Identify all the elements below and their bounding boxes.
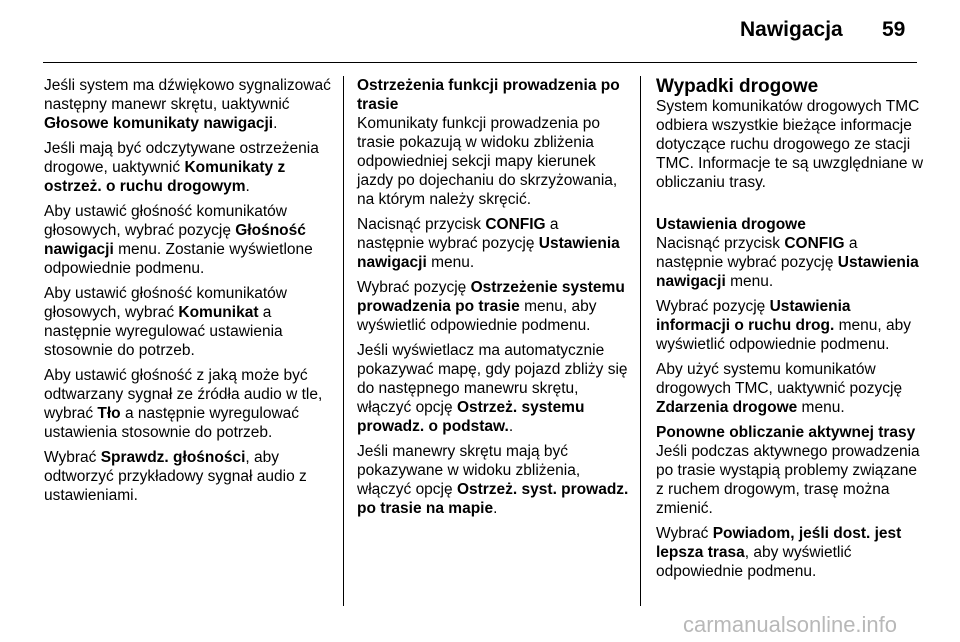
- subsection-heading: Ustawienia drogowe: [656, 216, 806, 233]
- section-heading: Ostrzeżenia funkcji prowadzenia po trasie: [357, 77, 620, 113]
- subsection-heading: Ponowne obliczanie aktywnej trasy: [656, 424, 916, 441]
- menu-option: Komunikat: [178, 304, 259, 321]
- paragraph: Jeśli mają być odczytywane ostrzeżenia drogowe, uaktywnić Komunikaty z ostrzeż. o ruchu drogowym.: [44, 140, 319, 195]
- section-heading: Wypadki drogowe: [656, 76, 819, 97]
- column-3: [656, 76, 926, 587]
- header-divider: [43, 62, 917, 63]
- paragraph: Jeśli wyświetlacz ma automatycznie pokazywać mapę, gdy pojazd zbliży się do następnego manewru skrętu, włączyć opcję Ostrzeż. systemu prowadz. o podstaw..: [357, 342, 628, 435]
- column-divider-1: [343, 76, 344, 606]
- menu-option: Ostrzeżenie systemu prowadzenia po trasie: [357, 279, 625, 315]
- menu-option: Zdarzenia drogowe: [656, 399, 798, 416]
- paragraph: Nacisnąć przycisk CONFIG a następnie wybrać pozycję Ustawienia nawigacji menu.: [656, 235, 919, 290]
- paragraph: Wybrać Powiadom, jeśli dost. jest lepsza trasa, aby wyświetlić odpowiednie podmenu.: [656, 525, 902, 580]
- paragraph: Wybrać pozycję Ustawienia informacji o ruchu drog. menu, aby wyświetlić odpowiednie podmenu.: [656, 298, 911, 353]
- menu-option: Ustawienia nawigacji: [656, 254, 919, 290]
- paragraph: Aby użyć systemu komunikatów drogowych TMC, uaktywnić pozycję Zdarzenia drogowe menu.: [656, 361, 903, 416]
- column-2: [357, 76, 629, 524]
- menu-option: Ostrzeż. syst. prowadz. po trasie na mapie: [357, 481, 629, 517]
- button-name: CONFIG: [485, 216, 546, 233]
- paragraph: Komunikaty funkcji prowadzenia po trasie pokazują w widoku zbliżenia odpowiedniej sekcji mapy kierunek jazdy po dojechaniu do skrzyżowania, na którym należy skręcić.: [357, 115, 618, 208]
- paragraph: Aby ustawić głośność z jaką może być odtwarzany sygnał ze źródła audio w tle, wybrać Tło a następnie wyregulować ustawienia stosownie do potrzeb.: [44, 367, 323, 441]
- column-divider-2: [640, 76, 641, 606]
- paragraph: Wybrać pozycję Ostrzeżenie systemu prowadzenia po trasie menu, aby wyświetlić odpowiednie podmenu.: [357, 279, 625, 334]
- menu-option: Powiadom, jeśli dost. jest lepsza trasa: [656, 525, 902, 561]
- menu-option: Sprawdz. głośności: [100, 449, 246, 466]
- menu-option: Ostrzeż. systemu prowadz. o podstaw.: [357, 399, 585, 435]
- paragraph: Aby ustawić głośność komunikatów głosowych, wybrać Komunikat a następnie wyregulować ustawienia stosownie do potrzeb.: [44, 285, 287, 359]
- menu-option: Komunikaty z ostrzeż. o ruchu drogowym: [44, 159, 286, 195]
- paragraph: Wybrać Sprawdz. głośności, aby odtworzyć przykładowy sygnał audio z ustawieniami.: [44, 449, 307, 504]
- button-name: CONFIG: [784, 235, 845, 252]
- paragraph: Nacisnąć przycisk CONFIG a następnie wybrać pozycję Ustawienia nawigacji menu.: [357, 216, 620, 271]
- menu-option: Ustawienia nawigacji: [357, 235, 620, 271]
- menu-option: Ustawienia informacji o ruchu drog.: [656, 298, 851, 334]
- watermark: carmanualsonline.info: [683, 612, 898, 637]
- paragraph: Jeśli podczas aktywnego prowadzenia po trasie wystąpią problemy związane z ruchem drogowym, trasę można zmienić.: [656, 443, 920, 517]
- menu-option: Tło: [97, 405, 121, 422]
- menu-option: Głośność nawigacji: [44, 222, 306, 258]
- paragraph: Aby ustawić głośność komunikatów głosowych, wybrać pozycję Głośność nawigacji menu. Zostanie wyświetlone odpowiednie podmenu.: [44, 203, 313, 277]
- menu-option: Głosowe komunikaty nawigacji: [44, 115, 274, 132]
- paragraph: Jeśli system ma dźwiękowo sygnalizować następny manewr skrętu, uaktywnić Głosowe komunikaty nawigacji.: [44, 77, 331, 132]
- page-number: 59: [882, 18, 906, 41]
- paragraph: Jeśli manewry skrętu mają być pokazywane w widoku zbliżenia, włączyć opcję Ostrzeż. syst. prowadz. po trasie na mapie.: [357, 443, 629, 517]
- column-1: [44, 76, 334, 511]
- page-title: Nawigacja: [740, 18, 843, 41]
- paragraph: System komunikatów drogowych TMC odbiera wszystkie bieżące informacje dotyczące ruchu drogowego ze stacji TMC. Informacje te są uwzględniane w obliczaniu trasy.: [656, 98, 924, 191]
